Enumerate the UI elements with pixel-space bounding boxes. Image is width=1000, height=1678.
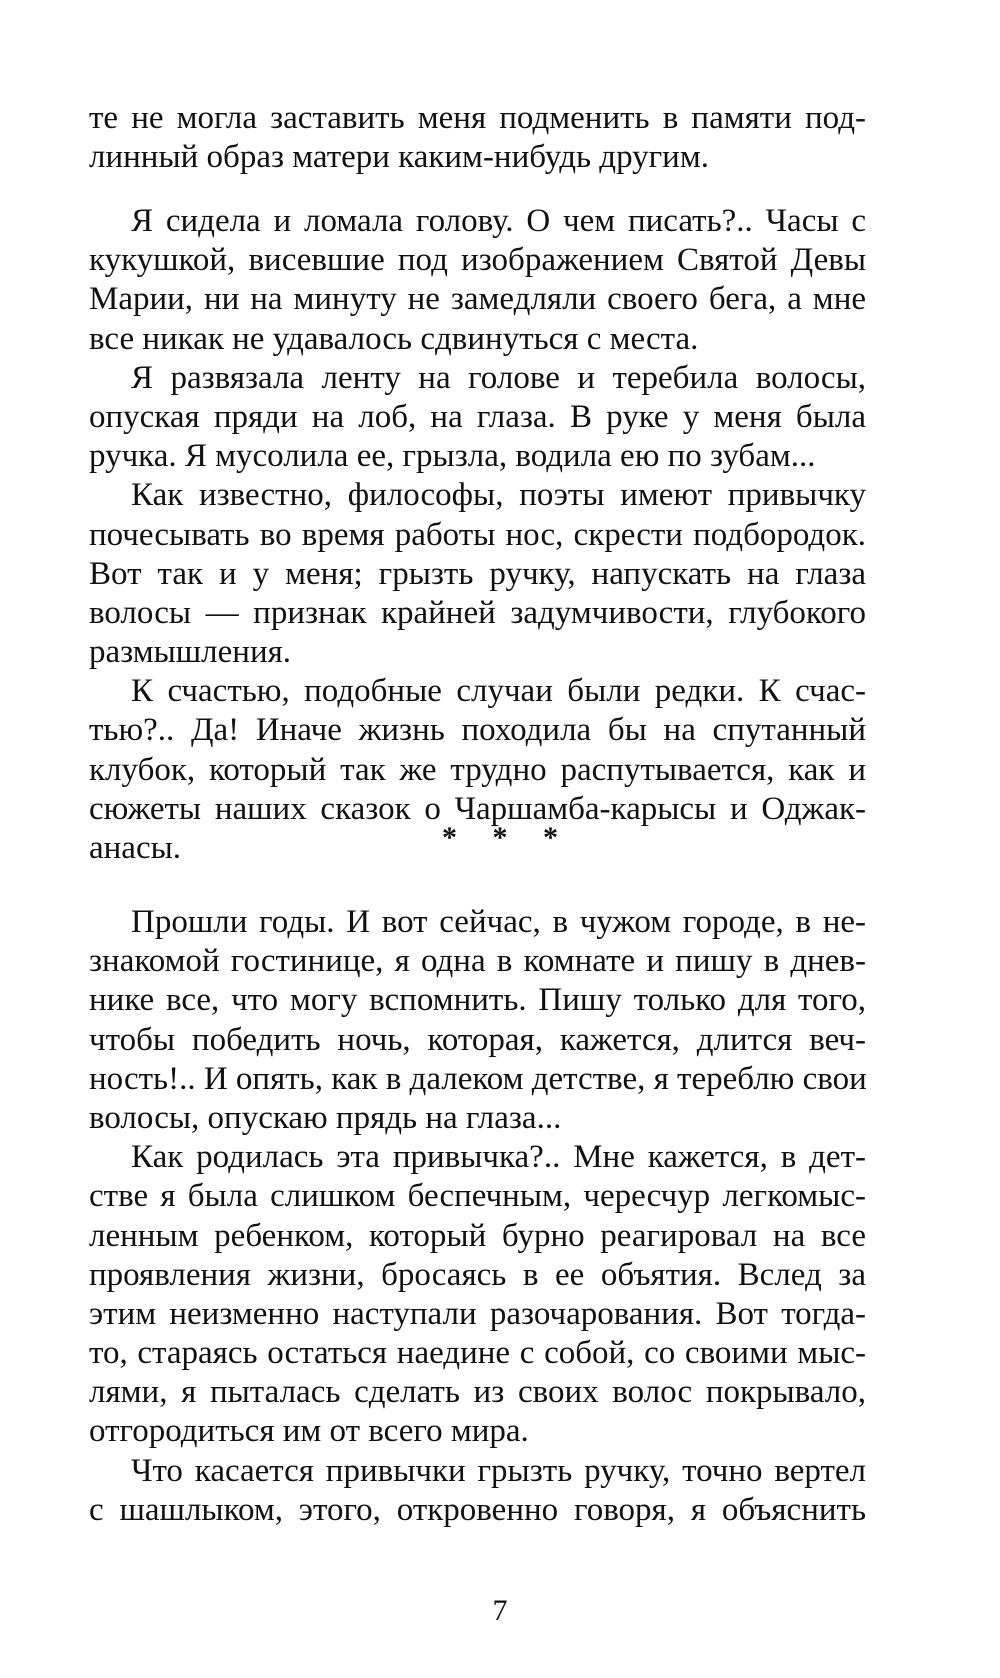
text-line: Как родилась эта привычка?.. Мне кажется, в дет- — [131, 1139, 866, 1176]
section-one — [89, 202, 866, 868]
text-line: тью?.. Да! Иначе жизнь походила бы на спутанный — [89, 712, 866, 749]
text-line: ленным ребенком, который бурно реагировал на все — [89, 1217, 866, 1254]
page-number: 7 — [492, 1594, 508, 1627]
text-line: этим неизменно наступали разочарования. Вот тогда- — [89, 1295, 866, 1332]
text-line: знакомой гостинице, я одна в комнате и пишу в днев- — [89, 943, 866, 980]
text-line: опуская пряди на лоб, на глаза. В руке у меня была — [89, 398, 866, 435]
text-line: отгородиться им от всего мира. — [89, 1413, 529, 1450]
text-line: Марии, ни на минуту не замедляли своего бега, а мне — [89, 281, 866, 318]
paragraph — [89, 359, 866, 477]
text-line: ность!.. И опять, как в далеком детстве, я тереблю свои — [89, 1060, 867, 1097]
text-line: то, стараясь остаться наедине с собой, со своими мыс- — [89, 1335, 866, 1372]
text-line: Вот так и у меня; грызть ручку, напускать на глаза — [89, 555, 866, 592]
text-line: Как известно, философы, поэты имеют привычку — [131, 477, 866, 514]
text-line: линный образ матери каким-нибудь другим. — [89, 139, 709, 176]
text-line: Я сидела и ломала голову. О чем писать?.. Часы с — [131, 203, 866, 239]
text-line: Прошли годы. И вот сейчас, в чужом городе, в не- — [131, 904, 866, 940]
text-line: стве я была слишком беспечным, чересчур легкомыс- — [89, 1178, 866, 1215]
text-line: чтобы победить ночь, которая, кажется, длится веч- — [89, 1021, 866, 1058]
text-line: ручка. Я мусолила ее, грызла, водила ею по зубам... — [89, 438, 816, 475]
section-two — [89, 903, 866, 1530]
paragraph — [89, 476, 866, 672]
paragraph — [89, 1138, 866, 1452]
text-line: анасы. — [89, 830, 182, 866]
paragraph — [89, 903, 866, 1138]
text-line: лями, я пыталась сделать из своих волос покрывало, — [89, 1374, 866, 1411]
text-line: клубок, который так же трудно распутывается, как и — [89, 751, 866, 788]
text-line: Я развязала ленту на голове и теребила волосы, — [131, 359, 866, 396]
section-separator: * * * — [442, 821, 572, 854]
paragraph — [89, 1452, 866, 1530]
text-line: волосы — признак крайней задумчивости, глубокого — [89, 594, 866, 631]
paragraph — [89, 202, 866, 359]
text-line: размышления. — [89, 634, 292, 671]
text-line: все никак не удавалось сдвинуться с места. — [89, 320, 699, 357]
text-line: с шашлыком, этого, откровенно говоря, я объяснить — [89, 1491, 866, 1528]
text-line: кукушкой, висевшие под изображением Святой Девы — [89, 242, 866, 279]
text-line: волосы, опускаю прядь на глаза... — [89, 1099, 562, 1136]
text-line: сюжеты наших сказок о Чаршамба-карысы и Оджак- — [89, 790, 866, 827]
text-line: К счастью, подобные случаи были редки. К счас- — [131, 673, 866, 710]
text-line: те не могла заставить меня подменить в памяти под- — [89, 100, 866, 136]
text-line: нике все, что могу вспомнить. Пишу только для того, — [89, 982, 866, 1019]
text-line: Что касается привычки грызть ручку, точно вертел — [131, 1452, 866, 1489]
text-line: проявления жизни, бросаясь в ее объятия. Вслед за — [89, 1256, 866, 1293]
opening-text — [89, 99, 866, 177]
text-line: почесывать во время работы нос, скрести подбородок. — [89, 516, 866, 553]
